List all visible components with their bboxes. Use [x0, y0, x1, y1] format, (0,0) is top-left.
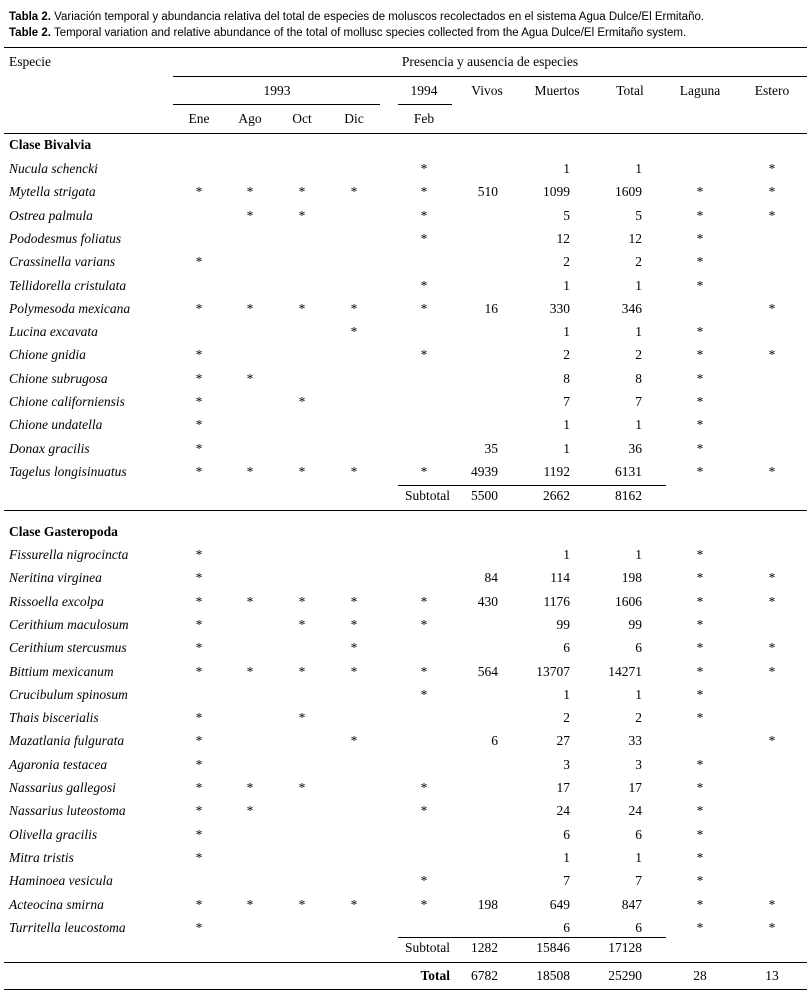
- header-month-ene: Ene: [188, 111, 210, 126]
- month-presence-mark: *: [246, 371, 254, 386]
- habitat-mark-laguna: *: [696, 441, 704, 456]
- count-total: 198: [621, 570, 642, 585]
- habitat-mark-laguna: *: [696, 371, 704, 386]
- month-presence-mark: *: [246, 664, 254, 679]
- count-muertos: 1: [563, 161, 570, 176]
- count-muertos: 1: [563, 687, 570, 702]
- caption-spanish: [9, 9, 704, 25]
- habitat-mark-laguna: *: [696, 231, 704, 246]
- habitat-mark-laguna: *: [696, 594, 704, 609]
- month-presence-mark: *: [298, 664, 306, 679]
- count-total: 2: [635, 710, 642, 725]
- count-muertos: 2: [563, 710, 570, 725]
- species-name: Chione californiensis: [9, 394, 125, 409]
- count-total: 1: [635, 547, 642, 562]
- count-muertos: 7: [563, 873, 570, 888]
- month-presence-mark: *: [195, 617, 203, 632]
- habitat-mark-laguna: *: [696, 873, 704, 888]
- habitat-mark-laguna: *: [696, 617, 704, 632]
- count-muertos: 649: [549, 897, 570, 912]
- month-presence-mark: *: [195, 394, 203, 409]
- month-presence-mark: *: [195, 757, 203, 772]
- grand-total-estero: 13: [765, 968, 779, 983]
- count-muertos: 13707: [536, 664, 570, 679]
- top-rule: [4, 47, 807, 48]
- month-presence-mark: *: [420, 464, 428, 479]
- count-total: 6: [635, 827, 642, 842]
- month-presence-mark: *: [195, 897, 203, 912]
- habitat-mark-laguna: *: [696, 394, 704, 409]
- caption-label-en: Table 2.: [9, 27, 51, 39]
- count-total: 3: [635, 757, 642, 772]
- species-name: Olivella gracilis: [9, 827, 98, 842]
- habitat-mark-laguna: *: [696, 897, 704, 912]
- count-muertos: 1: [563, 850, 570, 865]
- bottom-rule: [4, 989, 807, 990]
- header-total: Total: [616, 83, 644, 98]
- month-presence-mark: *: [195, 301, 203, 316]
- habitat-mark-laguna: *: [696, 640, 704, 655]
- month-presence-mark: *: [195, 570, 203, 585]
- count-muertos: 6: [563, 920, 570, 935]
- species-name: Cerithium stercusmus: [9, 640, 127, 655]
- species-name: Chione undatella: [9, 417, 103, 432]
- month-presence-mark: *: [195, 664, 203, 679]
- month-presence-mark: *: [420, 803, 428, 818]
- month-presence-mark: *: [350, 733, 358, 748]
- habitat-mark-laguna: *: [696, 710, 704, 725]
- habitat-mark-laguna: *: [696, 184, 704, 199]
- habitat-mark-laguna: *: [696, 687, 704, 702]
- habitat-mark-estero: *: [768, 208, 776, 223]
- count-total: 6: [635, 920, 642, 935]
- month-presence-mark: *: [246, 464, 254, 479]
- table-caption: [9, 9, 704, 41]
- month-presence-mark: *: [420, 184, 428, 199]
- count-total: 12: [628, 231, 642, 246]
- habitat-mark-laguna: *: [696, 803, 704, 818]
- month-presence-mark: *: [195, 850, 203, 865]
- grand-total-total: 25290: [608, 968, 642, 983]
- count-total: 1606: [615, 594, 642, 609]
- month-presence-mark: *: [195, 920, 203, 935]
- grand-total-label: Total: [420, 968, 450, 983]
- month-presence-mark: *: [298, 301, 306, 316]
- month-presence-mark: *: [420, 347, 428, 362]
- caption-text-es: Variación temporal y abundancia relativa del total de especies de moluscos recolectados en el sistema Agua Dulce/El Ermitaño.: [50, 11, 705, 23]
- species-name: Bittium mexicanum: [9, 664, 114, 679]
- count-total: 2: [635, 347, 642, 362]
- count-total: 1: [635, 324, 642, 339]
- grand-total-vivos: 6782: [471, 968, 498, 983]
- month-presence-mark: *: [420, 873, 428, 888]
- count-total: 1: [635, 850, 642, 865]
- month-presence-mark: *: [298, 710, 306, 725]
- month-presence-mark: *: [420, 231, 428, 246]
- month-presence-mark: *: [420, 897, 428, 912]
- subtotal-label: Subtotal: [404, 940, 450, 955]
- count-muertos: 330: [549, 301, 570, 316]
- month-presence-mark: *: [298, 897, 306, 912]
- habitat-mark-laguna: *: [696, 417, 704, 432]
- count-vivos: 564: [477, 664, 498, 679]
- count-vivos: 6: [491, 733, 498, 748]
- habitat-mark-laguna: *: [696, 547, 704, 562]
- species-name: Crassinella varians: [9, 254, 116, 269]
- count-vivos: 84: [484, 570, 498, 585]
- header-year-1993: 1993: [263, 83, 291, 98]
- habitat-mark-laguna: *: [696, 254, 704, 269]
- month-presence-mark: *: [298, 208, 306, 223]
- count-total: 1609: [615, 184, 642, 199]
- header-laguna: Laguna: [679, 83, 721, 98]
- month-presence-mark: *: [298, 394, 306, 409]
- habitat-mark-estero: *: [768, 640, 776, 655]
- count-muertos: 99: [556, 617, 570, 632]
- month-presence-mark: *: [195, 441, 203, 456]
- month-presence-mark: *: [195, 594, 203, 609]
- count-total: 6: [635, 640, 642, 655]
- month-presence-mark: *: [246, 208, 254, 223]
- species-name: Ostrea palmula: [9, 208, 93, 223]
- count-total: 33: [628, 733, 642, 748]
- month-presence-mark: *: [195, 371, 203, 386]
- month-presence-mark: *: [246, 184, 254, 199]
- habitat-mark-estero: *: [768, 301, 776, 316]
- subtotal-vivos: 1282: [471, 940, 498, 955]
- header-muertos: Muertos: [534, 83, 580, 98]
- header-year-1994: 1994: [410, 83, 438, 98]
- month-presence-mark: *: [195, 710, 203, 725]
- habitat-mark-laguna: *: [696, 757, 704, 772]
- count-total: 847: [621, 897, 642, 912]
- count-muertos: 114: [550, 570, 570, 585]
- species-name: Chione subrugosa: [9, 371, 108, 386]
- subtotal-vivos: 5500: [471, 488, 498, 503]
- month-presence-mark: *: [195, 733, 203, 748]
- species-name: Neritina virginea: [9, 570, 102, 585]
- count-muertos: 2: [563, 347, 570, 362]
- month-presence-mark: *: [350, 464, 358, 479]
- month-presence-mark: *: [350, 897, 358, 912]
- species-name: Crucibulum spinosum: [9, 687, 128, 702]
- count-vivos: 430: [477, 594, 498, 609]
- count-muertos: 1: [563, 441, 570, 456]
- species-name: Nucula schencki: [9, 161, 98, 176]
- month-presence-mark: *: [195, 347, 203, 362]
- count-muertos: 3: [563, 757, 570, 772]
- month-presence-mark: *: [420, 664, 428, 679]
- subtotal-total: 17128: [608, 940, 642, 955]
- count-total: 1: [635, 417, 642, 432]
- species-name: Mazatlania fulgurata: [9, 733, 125, 748]
- count-muertos: 1176: [543, 594, 570, 609]
- month-presence-mark: *: [298, 594, 306, 609]
- subtotal-muertos: 2662: [543, 488, 570, 503]
- month-presence-mark: *: [350, 640, 358, 655]
- count-total: 346: [621, 301, 642, 316]
- count-total: 1: [635, 687, 642, 702]
- habitat-mark-laguna: *: [696, 208, 704, 223]
- subtotal-total: 8162: [615, 488, 642, 503]
- habitat-mark-estero: *: [768, 594, 776, 609]
- header-month-ago: Ago: [238, 111, 262, 126]
- species-name: Acteocina smirna: [9, 897, 104, 912]
- habitat-mark-laguna: *: [696, 664, 704, 679]
- count-total: 24: [628, 803, 642, 818]
- month-presence-mark: *: [420, 594, 428, 609]
- count-total: 1: [635, 278, 642, 293]
- header-especie: Especie: [9, 54, 51, 69]
- species-name: Donax gracilis: [9, 441, 90, 456]
- habitat-mark-estero: *: [768, 897, 776, 912]
- species-name: Cerithium maculosum: [9, 617, 129, 632]
- caption-label-es: Tabla 2.: [9, 11, 51, 23]
- count-vivos: 198: [477, 897, 498, 912]
- header-estero: Estero: [754, 83, 790, 98]
- species-name: Haminoea vesicula: [9, 873, 113, 888]
- month-presence-mark: *: [350, 184, 358, 199]
- count-muertos: 12: [556, 231, 570, 246]
- month-presence-mark: *: [298, 780, 306, 795]
- count-total: 5: [635, 208, 642, 223]
- month-presence-mark: *: [350, 324, 358, 339]
- habitat-mark-laguna: *: [696, 827, 704, 842]
- month-presence-mark: *: [246, 803, 254, 818]
- month-presence-mark: *: [298, 617, 306, 632]
- count-muertos: 5: [563, 208, 570, 223]
- month-presence-mark: *: [350, 301, 358, 316]
- count-vivos: 35: [484, 441, 498, 456]
- month-presence-mark: *: [195, 640, 203, 655]
- grand-total-muertos: 18508: [536, 968, 570, 983]
- month-presence-mark: *: [350, 664, 358, 679]
- header-month-oct: Oct: [292, 111, 312, 126]
- habitat-mark-laguna: *: [696, 780, 704, 795]
- count-total: 36: [628, 441, 642, 456]
- month-presence-mark: *: [195, 547, 203, 562]
- habitat-mark-estero: *: [768, 733, 776, 748]
- habitat-mark-estero: *: [768, 920, 776, 935]
- month-presence-mark: *: [246, 897, 254, 912]
- species-name: Turritella leucostoma: [9, 920, 126, 935]
- species-name: Nassarius gallegosi: [9, 780, 116, 795]
- month-presence-mark: *: [246, 301, 254, 316]
- habitat-mark-estero: *: [768, 464, 776, 479]
- section-title: Clase Bivalvia: [9, 137, 92, 152]
- month-presence-mark: *: [195, 417, 203, 432]
- count-total: 1: [635, 161, 642, 176]
- count-muertos: 1192: [543, 464, 570, 479]
- header-vivos: Vivos: [471, 83, 503, 98]
- count-vivos: 510: [477, 184, 498, 199]
- habitat-mark-estero: *: [768, 184, 776, 199]
- header-presencia: Presencia y ausencia de especies: [401, 54, 579, 69]
- count-muertos: 17: [556, 780, 570, 795]
- habitat-mark-laguna: *: [696, 920, 704, 935]
- header-bottom-rule: [4, 133, 807, 134]
- habitat-mark-laguna: *: [696, 324, 704, 339]
- species-name: Fissurella nigrocincta: [9, 547, 129, 562]
- count-muertos: 1: [563, 278, 570, 293]
- count-muertos: 2: [563, 254, 570, 269]
- count-total: 7: [635, 873, 642, 888]
- count-total: 8: [635, 371, 642, 386]
- count-total: 7: [635, 394, 642, 409]
- section-end-rule: [4, 510, 807, 511]
- count-total: 6131: [615, 464, 642, 479]
- month-presence-mark: *: [246, 594, 254, 609]
- header-month-feb: Feb: [413, 111, 435, 126]
- species-name: Lucina excavata: [9, 324, 98, 339]
- caption-text-en: Temporal variation and relative abundance of the total of mollusc species collected from the Agua Dulce/El Ermitaño system.: [50, 27, 687, 39]
- month-presence-mark: *: [195, 803, 203, 818]
- rule-1993: [173, 104, 380, 105]
- count-muertos: 1: [563, 324, 570, 339]
- month-presence-mark: *: [420, 161, 428, 176]
- month-presence-mark: *: [195, 780, 203, 795]
- count-muertos: 1099: [543, 184, 570, 199]
- habitat-mark-laguna: *: [696, 278, 704, 293]
- month-presence-mark: *: [350, 594, 358, 609]
- count-muertos: 24: [556, 803, 570, 818]
- count-muertos: 1: [563, 417, 570, 432]
- count-vivos: 4939: [471, 464, 498, 479]
- habitat-mark-estero: *: [768, 347, 776, 362]
- habitat-mark-laguna: *: [696, 464, 704, 479]
- presencia-rule: [173, 76, 807, 77]
- month-presence-mark: *: [420, 687, 428, 702]
- caption-english: [9, 25, 704, 41]
- habitat-mark-laguna: *: [696, 347, 704, 362]
- subtotal-rule: [398, 937, 666, 938]
- month-presence-mark: *: [420, 301, 428, 316]
- count-muertos: 7: [563, 394, 570, 409]
- habitat-mark-estero: *: [768, 664, 776, 679]
- species-name: Rissoella excolpa: [9, 594, 104, 609]
- month-presence-mark: *: [298, 184, 306, 199]
- month-presence-mark: *: [420, 278, 428, 293]
- count-muertos: 8: [563, 371, 570, 386]
- header-month-dic: Dic: [344, 111, 364, 126]
- habitat-mark-laguna: *: [696, 570, 704, 585]
- count-muertos: 27: [556, 733, 570, 748]
- month-presence-mark: *: [350, 617, 358, 632]
- subtotal-rule: [398, 485, 666, 486]
- species-name: Tellidorella cristulata: [9, 278, 127, 293]
- habitat-mark-laguna: *: [696, 850, 704, 865]
- section-title: Clase Gasteropoda: [9, 524, 118, 539]
- species-name: Nassarius luteostoma: [9, 803, 126, 818]
- species-name: Tagelus longisinuatus: [9, 464, 127, 479]
- habitat-mark-estero: *: [768, 161, 776, 176]
- count-muertos: 6: [563, 640, 570, 655]
- month-presence-mark: *: [420, 780, 428, 795]
- count-total: 14271: [608, 664, 642, 679]
- species-name: Mytella strigata: [9, 184, 96, 199]
- month-presence-mark: *: [420, 208, 428, 223]
- month-presence-mark: *: [195, 254, 203, 269]
- rule-1994: [398, 104, 452, 105]
- month-presence-mark: *: [246, 780, 254, 795]
- month-presence-mark: *: [298, 464, 306, 479]
- count-total: 99: [628, 617, 642, 632]
- grand-total-laguna: 28: [693, 968, 707, 983]
- species-name: Agaronia testacea: [9, 757, 108, 772]
- species-name: Polymesoda mexicana: [9, 301, 131, 316]
- species-name: Thais biscerialis: [9, 710, 99, 725]
- species-name: Mitra tristis: [9, 850, 74, 865]
- count-vivos: 16: [484, 301, 498, 316]
- month-presence-mark: *: [195, 464, 203, 479]
- month-presence-mark: *: [195, 827, 203, 842]
- species-name: Pododesmus foliatus: [9, 231, 122, 246]
- species-name: Chione gnidia: [9, 347, 86, 362]
- habitat-mark-estero: *: [768, 570, 776, 585]
- subtotal-muertos: 15846: [536, 940, 570, 955]
- subtotal-label: Subtotal: [404, 488, 450, 503]
- count-muertos: 6: [563, 827, 570, 842]
- count-total: 17: [628, 780, 642, 795]
- section-end-rule: [4, 962, 807, 963]
- month-presence-mark: *: [195, 184, 203, 199]
- month-presence-mark: *: [420, 617, 428, 632]
- count-total: 2: [635, 254, 642, 269]
- count-muertos: 1: [563, 547, 570, 562]
